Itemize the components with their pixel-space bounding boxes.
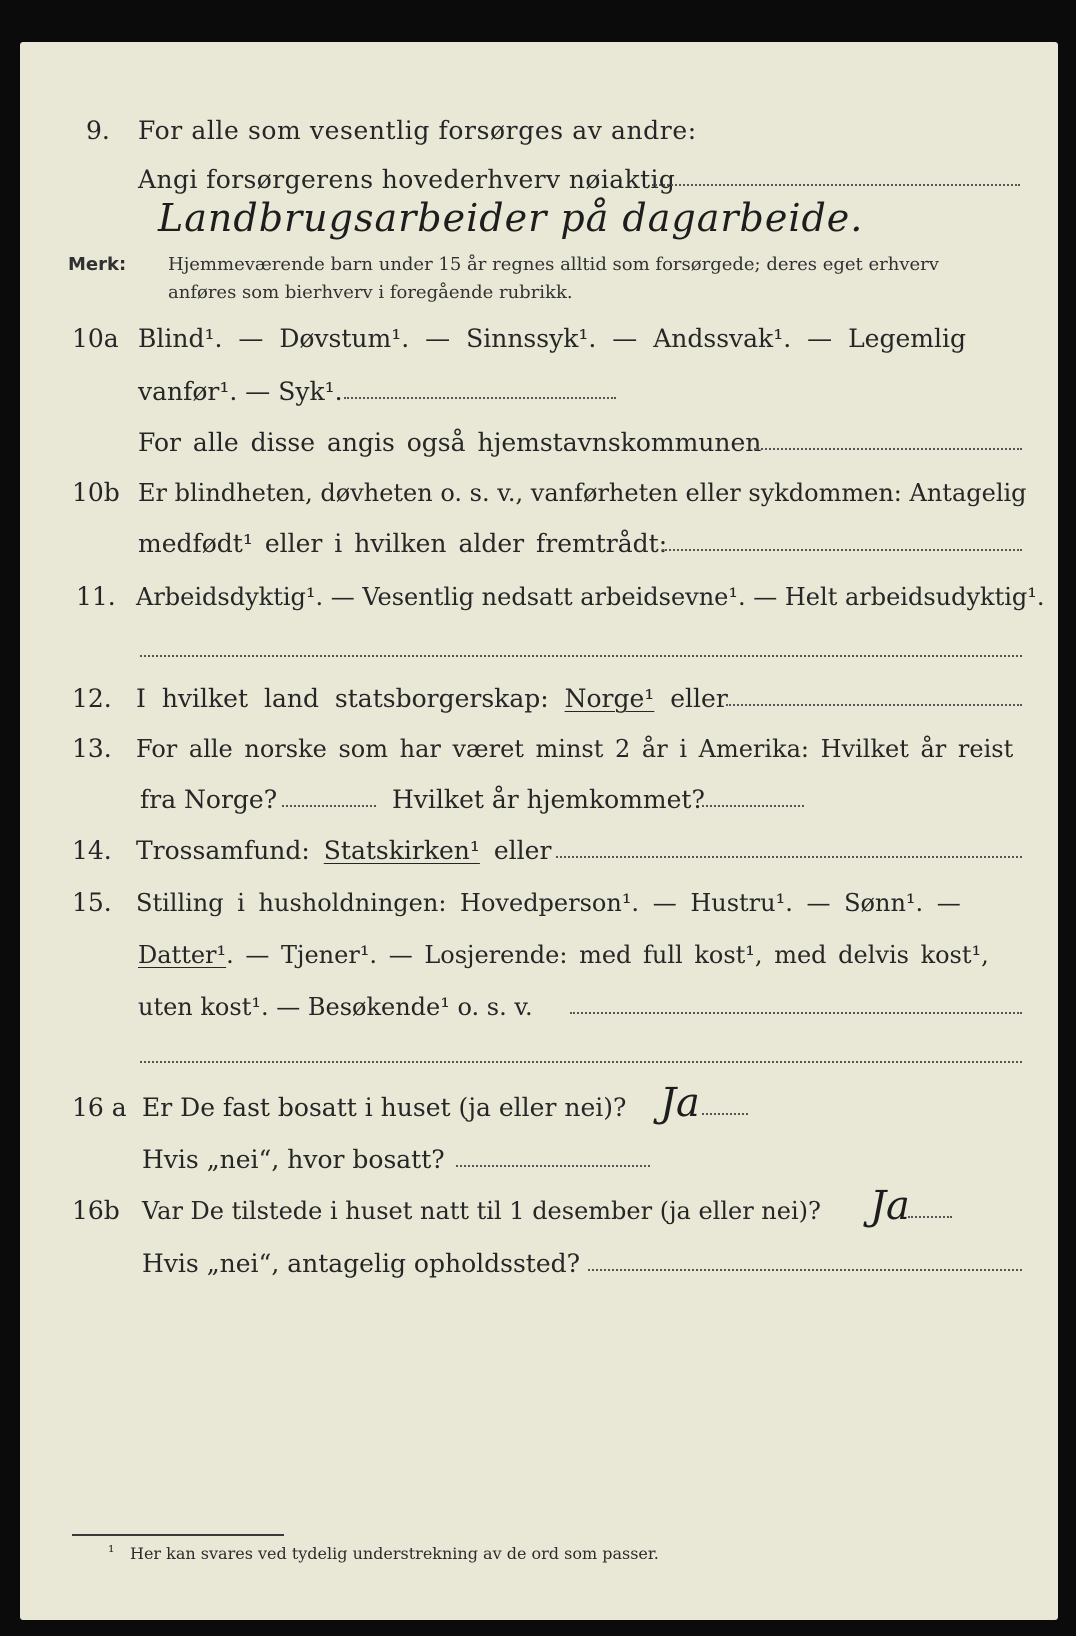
q10a-number: 10a	[72, 324, 119, 353]
q11-question-line1: Arbeidsdyktig¹. — Vesentlig nedsatt arbeidsevne¹. — Helt arbeidsudyktig¹.	[136, 583, 1045, 611]
q13-question-line2a: fra Norge?	[140, 785, 278, 814]
q10b-answer-line	[662, 549, 1022, 551]
merk-note-line2: anføres som bierhverv i foregående rubrikk.	[168, 282, 573, 303]
q9-answer-line	[652, 184, 1020, 186]
q13-number: 13.	[72, 734, 112, 763]
q14-option-statskirken[interactable]: Statskirken¹	[323, 836, 480, 865]
q15-answer-line	[570, 1012, 1022, 1014]
q16a-number: 16 a	[72, 1093, 127, 1122]
q14-question-eller: eller	[493, 836, 552, 865]
q13-question-line2b: Hvilket år hjemkommet?	[392, 785, 705, 814]
q16b-handwritten-answer: Ja	[870, 1183, 910, 1229]
q14-number: 14.	[72, 836, 112, 865]
q9-question-line1: For alle som vesentlig forsørges av andre:	[138, 116, 697, 145]
merk-note-line1: Hjemmeværende barn under 15 år regnes alltid som forsørgede; deres eget erhverv	[168, 254, 939, 275]
q16a-residence-line	[456, 1165, 650, 1167]
q16a-handwritten-answer: Ja	[660, 1080, 700, 1126]
q15-number: 15.	[72, 888, 112, 917]
merk-label: Merk:	[68, 254, 127, 275]
q15-question-line3: uten kost¹. — Besøkende¹ o. s. v.	[138, 993, 533, 1021]
q14-question	[136, 836, 551, 866]
q10b-question-line2: medfødt¹ eller i hvilken alder fremtrådt:	[138, 529, 668, 558]
q15-option-datter[interactable]: Datter¹	[138, 941, 227, 969]
q10a-municipality-line	[754, 448, 1022, 450]
q9-number: 9.	[86, 116, 110, 145]
q15-question-line2-text: . — Tjener¹. — Losjerende: med full kost¹, med delvis kost¹,	[226, 941, 989, 969]
q10a-question-line3: For alle disse angis også hjemstavnskommunen	[138, 428, 762, 457]
q16a-question-line2: Hvis „nei“, hvor bosatt?	[142, 1145, 445, 1174]
footnote-rule	[72, 1534, 284, 1536]
q15-question-line1: Stilling i husholdningen: Hovedperson¹. — Hustru¹. — Sønn¹. —	[136, 889, 961, 917]
q16b-answer-line	[908, 1216, 952, 1218]
q16b-question-line1: Var De tilstede i huset natt til 1 desember (ja eller nei)?	[142, 1197, 821, 1225]
q10a-answer-line	[344, 397, 616, 399]
q9-handwritten-answer: Landbrugsarbeider på dagarbeide.	[158, 196, 864, 240]
q10a-question-line1: Blind¹. — Døvstum¹. — Sinnssyk¹. — Andssvak¹. — Legemlig	[138, 324, 966, 353]
q14-answer-line	[556, 856, 1022, 858]
q12-question	[136, 684, 728, 714]
q16b-number: 16b	[72, 1196, 120, 1225]
q12-option-norge[interactable]: Norge¹	[564, 684, 655, 713]
q13-question-line1: For alle norske som har været minst 2 år i Amerika: Hvilket år reist	[136, 735, 1014, 763]
q16a-answer-line	[702, 1113, 748, 1115]
census-form-page	[20, 42, 1058, 1620]
q12-answer-line	[726, 704, 1022, 706]
footnote-text: Her kan svares ved tydelig understrekning av de ord som passer.	[130, 1544, 659, 1563]
q10a-question-line2: vanfør¹. — Syk¹.	[138, 377, 343, 406]
q12-number: 12.	[72, 684, 112, 713]
q15-extra-line	[140, 1061, 1022, 1063]
footnote-mark: ¹	[108, 1542, 115, 1561]
q11-answer-line	[140, 655, 1022, 657]
q9-question-line2: Angi forsørgerens hovederhverv nøiaktig	[138, 165, 676, 194]
q11-number: 11.	[76, 582, 116, 611]
q16b-whereabouts-line	[588, 1269, 1022, 1271]
q16a-question-line1: Er De fast bosatt i huset (ja eller nei)?	[142, 1093, 627, 1122]
q14-question-text: Trossamfund:	[136, 836, 310, 865]
q10b-question-line1: Er blindheten, døvheten o. s. v., vanførheten eller sykdommen: Antagelig	[138, 479, 1027, 507]
q16b-question-line2: Hvis „nei“, antagelig opholdssted?	[142, 1249, 581, 1278]
q13-year-left-line	[282, 805, 376, 807]
q12-question-eller: eller	[670, 684, 728, 713]
q15-question-line2	[138, 940, 989, 970]
q12-question-text: I hvilket land statsborgerskap:	[136, 684, 549, 713]
q13-year-returned-line	[702, 805, 804, 807]
q10b-number: 10b	[72, 478, 120, 507]
